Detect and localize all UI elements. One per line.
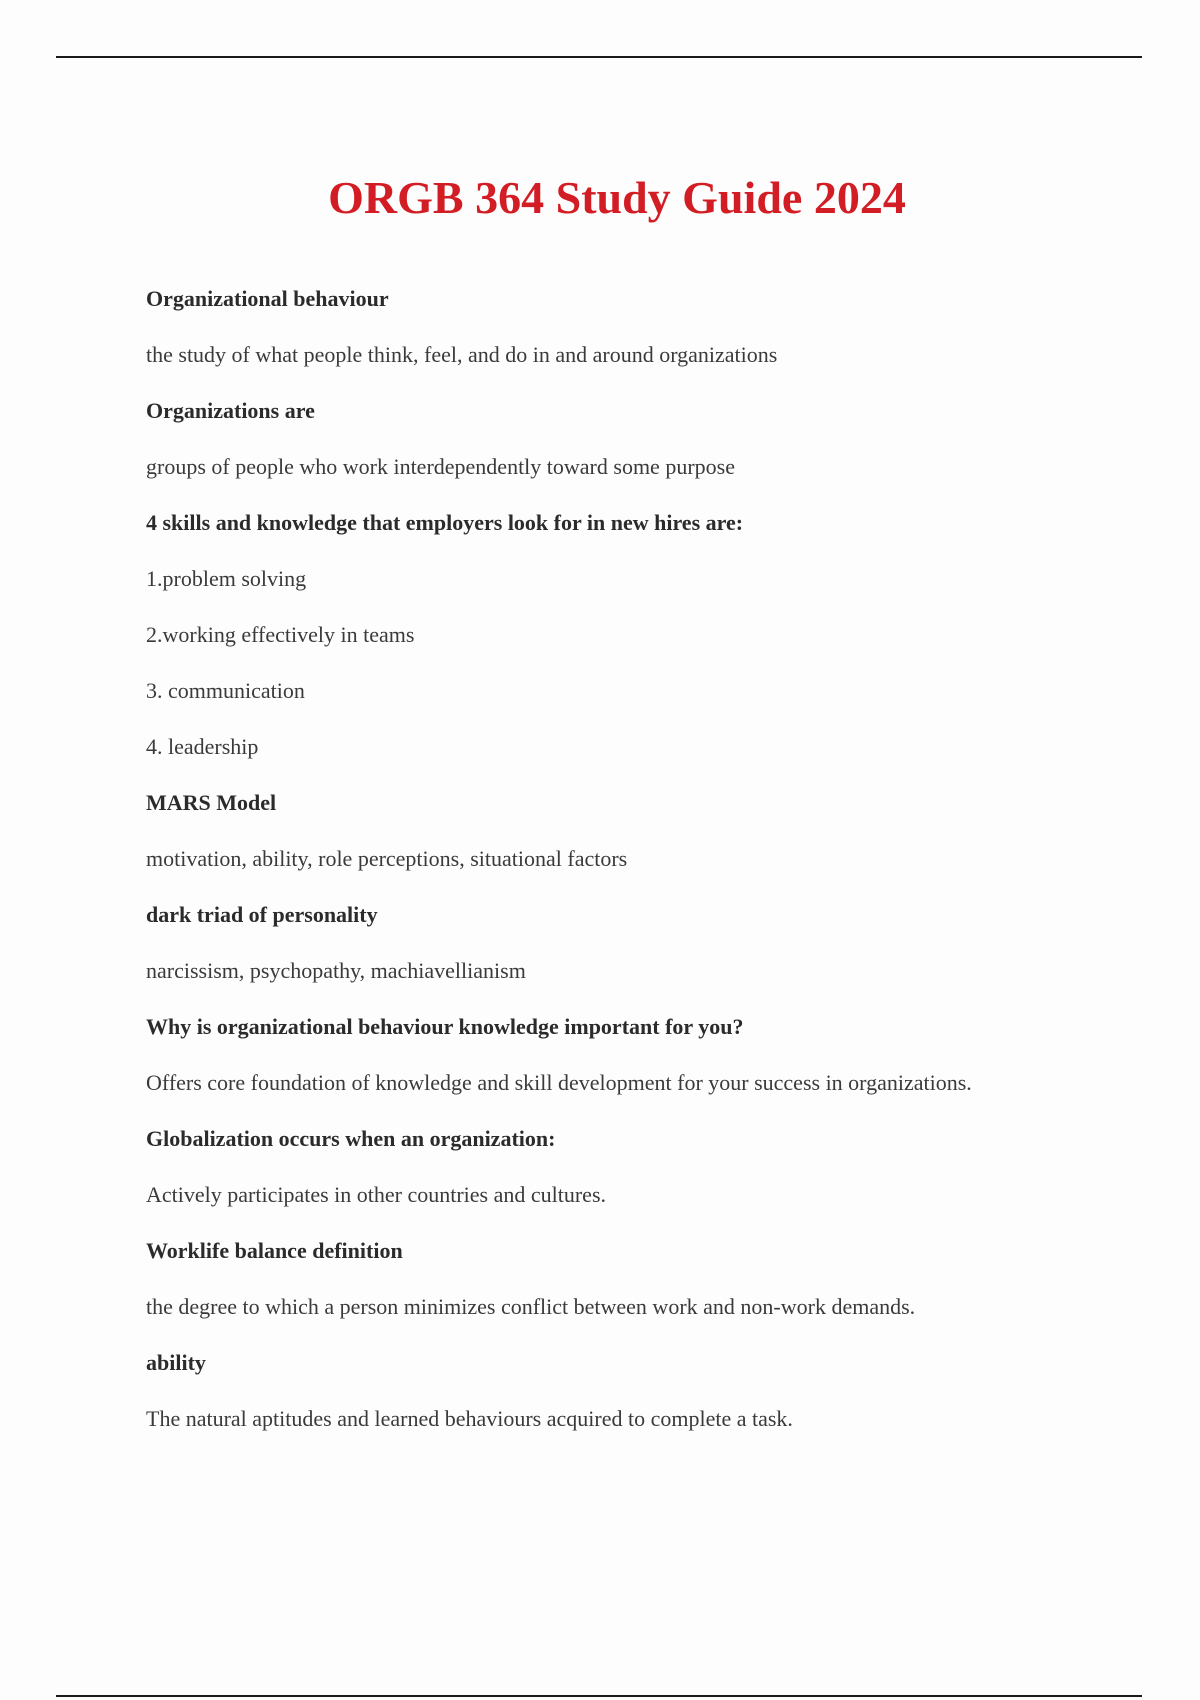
definition-dark-triad: narcissism, psychopathy, machiavellianism — [146, 958, 526, 983]
study-guide-content — [146, 283, 1106, 1459]
term-ob-importance: Why is organizational behaviour knowledge important for you? — [146, 1014, 744, 1039]
definition-worklife-balance: the degree to which a person minimizes conflict between work and non-work demands. — [146, 1294, 916, 1319]
definition-organizations-are: groups of people who work interdependently toward some purpose — [146, 454, 735, 479]
document-title: ORGB 364 Study Guide 2024 — [328, 172, 906, 223]
bottom-rule — [56, 1695, 1142, 1697]
definition-globalization: Actively participates in other countries and cultures. — [146, 1182, 607, 1207]
term-worklife-balance: Worklife balance definition — [146, 1238, 403, 1263]
term-dark-triad: dark triad of personality — [146, 902, 378, 927]
top-rule — [56, 56, 1142, 58]
term-mars-model: MARS Model — [146, 790, 277, 815]
term-ability: ability — [146, 1350, 206, 1375]
definition-ability: The natural aptitudes and learned behaviours acquired to complete a task. — [146, 1406, 793, 1431]
skill-item-3: 3. communication — [146, 678, 305, 703]
definition-mars-model: motivation, ability, role perceptions, situational factors — [146, 846, 628, 871]
definition-organizational-behaviour: the study of what people think, feel, and do in and around organizations — [146, 342, 778, 367]
term-globalization: Globalization occurs when an organization: — [146, 1126, 556, 1151]
skill-item-1: 1.problem solving — [146, 566, 307, 591]
definition-ob-importance: Offers core foundation of knowledge and skill development for your success in organizations. — [146, 1070, 972, 1095]
skill-item-4: 4. leadership — [146, 734, 259, 759]
term-organizational-behaviour: Organizational behaviour — [146, 286, 389, 311]
skill-item-2: 2.working effectively in teams — [146, 622, 415, 647]
term-organizations-are: Organizations are — [146, 398, 315, 423]
term-employer-skills: 4 skills and knowledge that employers look for in new hires are: — [146, 510, 744, 535]
